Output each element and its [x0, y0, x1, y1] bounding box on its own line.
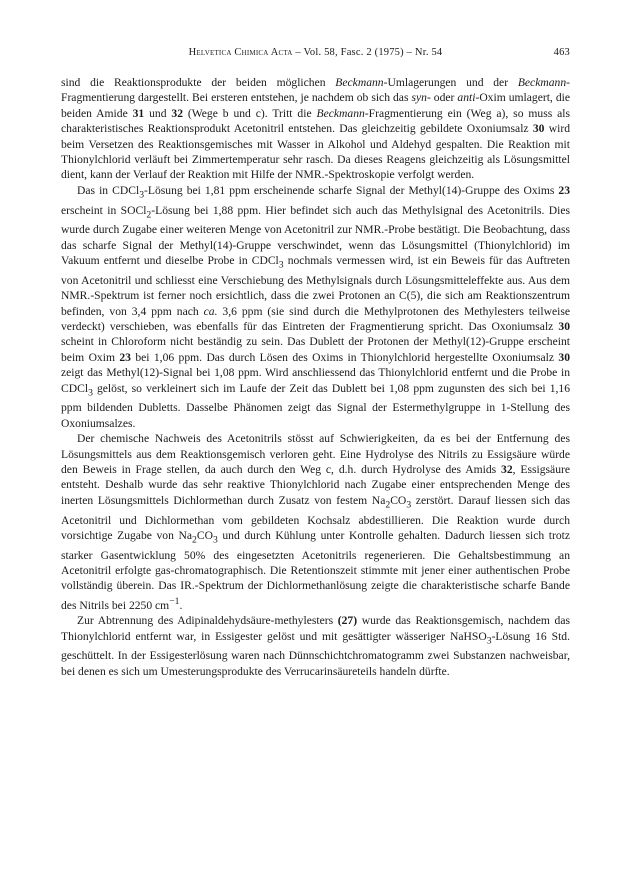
text-run: zerstört. Darauf liessen sich das Acetonitril und Dichlormethan vom gebildeten Kochsalz abdestillieren. Die Reaktion wurde durch vorsichtige Zugabe von Na	[61, 493, 571, 542]
body-text	[61, 75, 570, 679]
paragraph-3	[61, 431, 570, 613]
text-run: erscheint in SOCl	[61, 203, 147, 217]
text-run: -Lösung bei 1,81 ppm erscheinende scharfe Signal der Methyl(14)-Gruppe des Oxims	[144, 183, 559, 197]
text-run: 2	[192, 534, 197, 546]
text-run: 23	[558, 183, 570, 197]
paragraph-4	[61, 613, 570, 679]
paragraph-2	[61, 183, 570, 431]
text-run: −1	[169, 595, 180, 607]
text-run: wurde das Reaktionsgemisch, nachdem das Thionylchlorid entfernt war, in Essigester gelöst und mit gesättigter wässeriger NaHSO	[61, 614, 570, 643]
text-run: .	[179, 598, 183, 612]
text-run: CO	[196, 528, 213, 542]
text-run: Beckmann	[316, 106, 365, 120]
text-run: gelöst, so verkleinert sich im Laufe der Zeit das Dublett bei 1,08 ppm zugunsten des sich bei 1,16 ppm bildenden Dubletts. Dasselbe Phänomen zeigt das Signal der Estermethylgruppe in 1-Stellung des Oxoniumsalzes.	[61, 381, 570, 430]
text-run: 30	[532, 122, 545, 136]
text-run: 3	[88, 386, 93, 398]
text-run: zeigt das Methyl(12)-Signal bei 1,08 ppm. Wird anschliessend das Thionylchlorid entfernt und die Probe in CDCl	[61, 366, 570, 395]
text-run: bei 1,06 ppm. Das durch Lösen des Oxims in Thionylchlorid hergestellte Oxoniumsalz	[130, 350, 559, 364]
text-run: syn	[411, 91, 427, 105]
text-run: - oder	[426, 91, 458, 105]
running-head	[61, 47, 570, 63]
page	[61, 47, 570, 679]
text-run: , Essigsäure entsteht. Deshalb wurde das sehr reaktive Thionylchlorid nach Zugabe einer entsprechenden Menge des inerten Lösungsmittels Dichlormethan durch Zusatz von festem Na	[61, 463, 570, 507]
text-run: -Lösung bei 1,88 ppm. Hier befindet sich auch das Methylsignal des Acetonitrils. Dies wurde durch Zugabe einer weiteren Menge von Acetonitril zur NMR.-Probe bestätigt. Die Beobachtung, dass das scharfe Signal der Methyl(14)-Gruppe verschwindet, wenn das Lösungsmittel (Thionylchlorid) im Vakuum entfernt und dieselbe Probe in CDCl	[61, 203, 571, 268]
journal-name: Helvetica Chimica Acta	[188, 47, 293, 58]
text-run: Der chemische Nachweis des Acetonitrils stösst auf Schwierigkeiten, da es bei der Entfernung des Lösungsmittels aus dem Reaktionsgemisch verloren geht. Eine Hydrolyse des Nitrils zu Essigsäure würde den Beweis in Frage stellen, da auch durch den Weg c, d.h. durch Hydrolyse des Amids	[61, 432, 570, 476]
text-run: -Umlagerungen und der	[383, 76, 518, 89]
text-run: Beckmann	[517, 76, 567, 89]
text-run: 3,6 ppm (sie sind durch die Methylprotonen des Methylesters teilweise verdeckt) verschieben, was ebenfalls für das Eintreten der Fragmentierung spricht. Das Oxoniumsalz	[61, 304, 570, 334]
text-run: sind die Reaktionsprodukte der beiden möglichen	[61, 76, 336, 89]
text-run: und durch Kühlung unter Kontrolle gehalten. Dadurch liessen sich trotz starker Gasentwicklung 50% des eingesetzten Acetonitrils regenerieren. Die Gehaltsbestimmung an Acetonitril erfolgte gas-chromatographisch. Die Retentionszeit stimmte mit jener einer authentischen Probe vollständig überein. Das IR.-Spektrum der Dichlormethanlösung zeigte die charakteristische scharfe Bande des Nitrils bei 2250 cm	[61, 528, 571, 612]
text-run: -Lösung 16 Std. geschüttelt. In der Essigesterlösung waren nach Dünnschichtchromatogramm zwei Substanzen nachweisbar, bei denen es sich um Umesterungsprodukte des Verrucarinsäureteils handeln dürfte.	[61, 629, 570, 678]
volume-info: – Vol. 58, Fasc. 2 (1975) – Nr. 54	[295, 47, 443, 58]
text-run: 32	[171, 106, 183, 120]
text-run: 30	[558, 350, 571, 364]
text-run: 2	[385, 499, 391, 511]
text-run: -Fragmentierung ein (Weg a), so muss als charakteristisches Reaktionsprodukt Acetonitril entstehen. Das gleichzeitig gebildete Oxoniumsalz	[61, 106, 571, 136]
text-run: (Wege b und c). Tritt die	[183, 106, 317, 120]
text-run: 32	[501, 463, 513, 476]
text-run: -Fragmentierung dargestellt. Bei ersteren entstehen, je nachdem ob sich das	[61, 76, 570, 105]
text-run: und	[144, 106, 172, 120]
text-run: Das in CDCl	[77, 183, 140, 197]
text-run: ca.	[203, 304, 218, 318]
text-run: -Oxim umlagert, die beiden Amide	[61, 91, 570, 120]
text-run: anti	[457, 91, 476, 105]
paragraph-1	[61, 75, 570, 183]
text-run: Zur Abtrennung des Adipinaldehydsäure-methylesters	[77, 614, 338, 628]
text-run: 3	[139, 189, 145, 201]
text-run: 3	[486, 634, 492, 646]
text-run: 23	[119, 350, 131, 364]
text-run: (27)	[337, 614, 358, 628]
text-run: 3	[406, 499, 412, 511]
text-run: nochmals vermessen wird, ist ein Beweis für das Auftreten von Acetonitril und schliesst eine Verschiebung des Methylsignals durch Lösungsmitteleffekte aus. Aus dem NMR.-Spektrum ist ferner noch ersichtlich, dass die zwei Protonen an C(5), die sich am Reaktionszentrum befinden, von 3,4 ppm nach	[61, 254, 570, 318]
text-run: 3	[212, 534, 218, 546]
text-run: 3	[278, 259, 284, 271]
text-run: wird beim Versetzen des Reaktionsgemisches mit Wasser in Alkohol und Aldehyd gespalten. Die Reaktion mit Thionylchlorid verläuft bei Zimmertemperatur sehr rasch. Da dieses Reagens gleichzeitig als Lösungsmittel dient, kann der Verlauf der Reaktion mit Hilfe der NMR.-Spektroskopie verfolgt werden.	[61, 122, 570, 182]
text-run: 2	[146, 208, 152, 220]
text-run: 30	[558, 320, 570, 334]
text-run: CO	[390, 493, 407, 507]
page-number: 463	[553, 47, 570, 58]
text-run: Beckmann	[335, 76, 384, 89]
text-run: 31	[132, 106, 145, 120]
text-run: scheint in Chloroform nicht beständig zu sein. Das Dublett der Protonen der Methyl(12)-Gruppe erscheint beim Oxim	[61, 335, 570, 364]
running-head-title	[61, 47, 570, 58]
